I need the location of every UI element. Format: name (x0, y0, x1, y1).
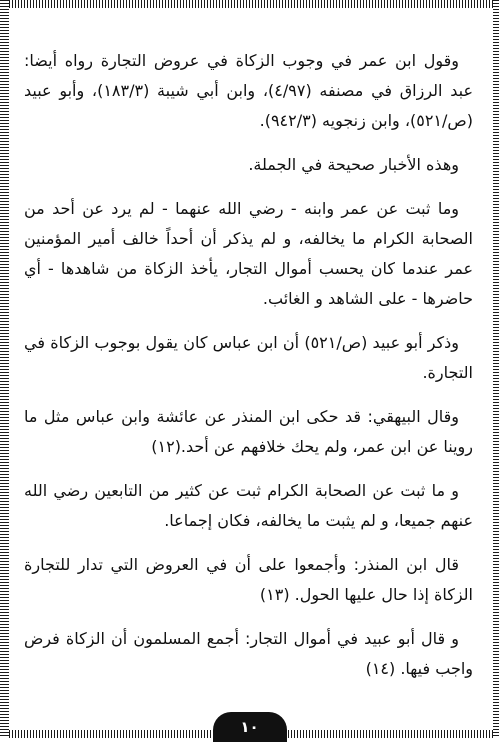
decorative-border-left (0, 0, 9, 738)
decorative-border-right (493, 0, 499, 738)
paragraph-5: وقال البيهقي: قد حكى ابن المنذر عن عائشة وابن عباس مثل ما روينا عن ابن عمر، ولم يحك خلافهم عن أحد.(١٢) (24, 407, 473, 456)
paragraph-4: وذكر أبو عبيد (ص/٥٢١) أن ابن عباس كان يقول بوجوب الزكاة في التجارة. (24, 333, 473, 382)
paragraph-3: وما ثبت عن عمر وابنه - رضي الله عنهما - لم يرد عن أحد من الصحابة الكرام ما يخالفه، و لم يذكر أن أحداً خالف أمير المؤمنين عمر عندما كان يحسب أموال التجار، يأخذ الزكاة من شاهدها - أي حاضرها - على الشاهد و الغائب. (24, 199, 473, 308)
page-body (24, 46, 473, 696)
paragraph-6: و ما ثبت عن الصحابة الكرام ثبت عن كثير من التابعين رضي الله عنهم جميعا، و لم يثبت ما يخالفه، فكان إجماعا. (24, 481, 473, 530)
decorative-border-top (0, 0, 499, 8)
paragraph-1: وقول ابن عمر في وجوب الزكاة في عروض التجارة رواه أيضا: عبد الرزاق في مصنفه (٤/٩٧)، وابن أبي شيبة (١٨٣/٣)، وأبو عبيد (ص/٥٢١)، وابن زنجويه (٩٤٢/٣). (24, 51, 473, 130)
page-number: ١٠ (213, 712, 287, 742)
paragraph-8: و قال أبو عبيد في أموال التجار: أجمع المسلمون أن الزكاة فرض واجب فيها. (١٤) (24, 629, 473, 678)
paragraph-7: قال ابن المنذر: وأجمعوا على أن في العروض التي تدار للتجارة الزكاة إذا حال عليها الحول. (١٣) (24, 555, 473, 604)
paragraph-2: وهذه الأخبار صحيحة في الجملة. (248, 155, 459, 174)
